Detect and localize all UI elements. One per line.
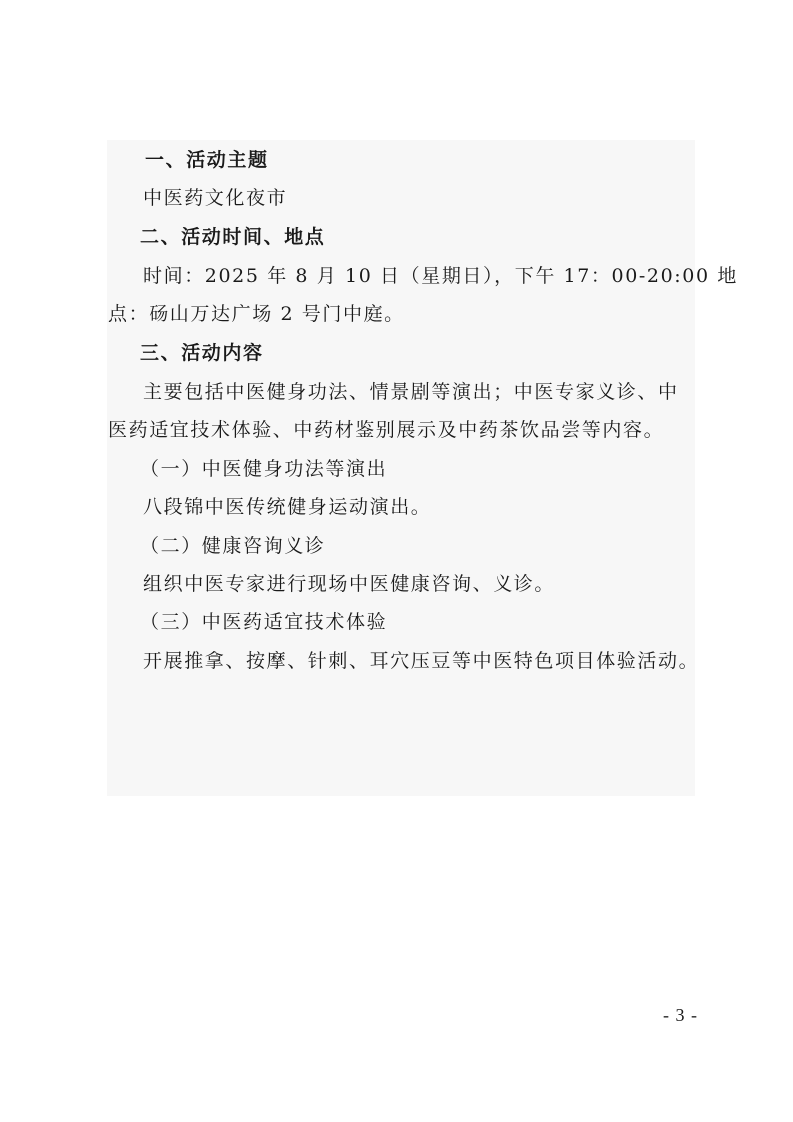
content-line-1: 主要包括中医健身功法、情景剧等演出；中医专家义诊、中 <box>143 381 679 403</box>
subsection-text-2: 组织中医专家进行现场中医健康咨询、义诊。 <box>143 573 556 595</box>
time-place-line-1: 时间：2025 年 8 月 10 日（星期日），下午 17：00-20:00 地 <box>143 265 738 287</box>
subsection-title-1: （一）中医健身功法等演出 <box>140 458 388 480</box>
subsection-text-1: 八段锦中医传统健身运动演出。 <box>143 496 432 518</box>
page-number: - 3 - <box>663 1005 698 1025</box>
content-line-2: 医药适宜技术体验、中药材鉴别展示及中药茶饮品尝等内容。 <box>108 419 665 441</box>
theme-paragraph: 中医药文化夜市 <box>143 187 288 209</box>
subsection-title-2: （二）健康咨询义诊 <box>140 535 326 557</box>
subsection-title-3: （三）中医药适宜技术体验 <box>140 611 388 633</box>
time-place-line-2: 点：砀山万达广场 2 号门中庭。 <box>108 303 405 325</box>
subsection-text-3: 开展推拿、按摩、针刺、耳穴压豆等中医特色项目体验活动。 <box>143 650 700 672</box>
section-heading-content: 三、活动内容 <box>140 342 264 364</box>
section-heading-time-place: 二、活动时间、地点 <box>140 226 326 248</box>
section-heading-theme: 一、活动主题 <box>145 149 269 171</box>
